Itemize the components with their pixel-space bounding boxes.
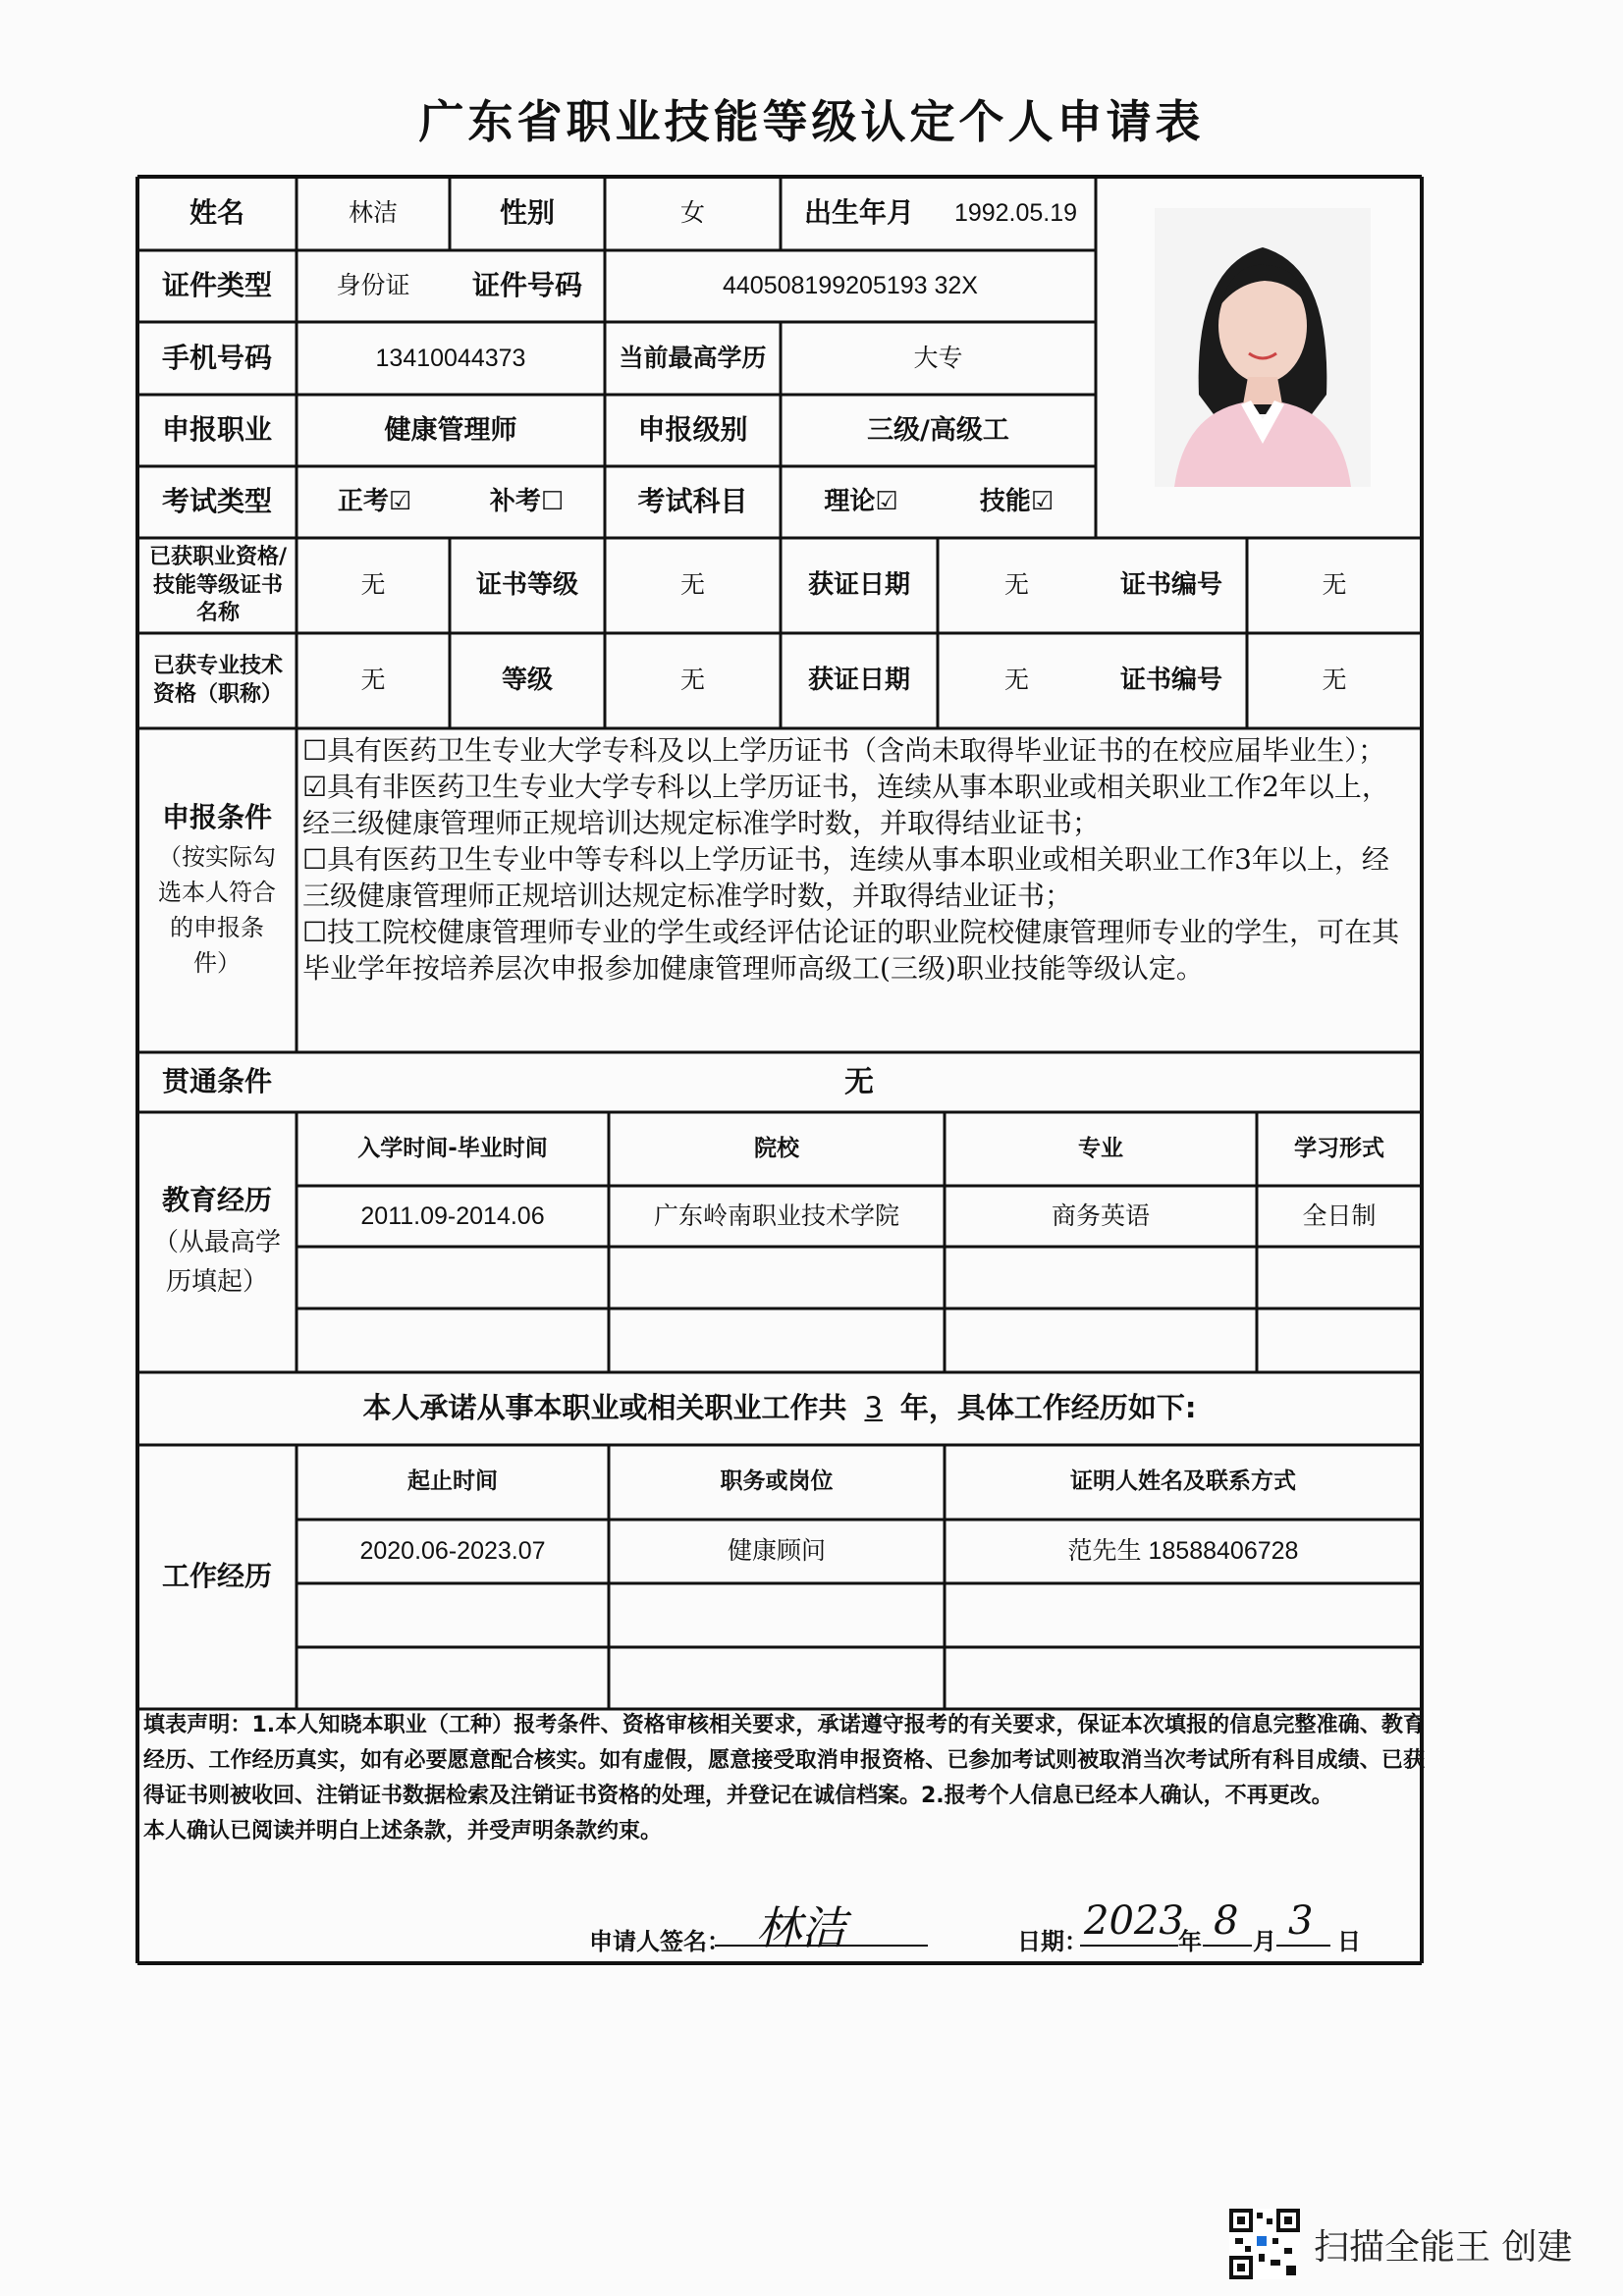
education-label: 当前最高学历 <box>619 343 767 372</box>
cert-no-label-2: 证书编号 <box>1119 665 1222 695</box>
qr-code-icon <box>1229 2209 1300 2279</box>
edu-row1-mode: 全日制 <box>1302 1201 1377 1230</box>
conditions-note: （按实际勾选本人符合的申报条件） <box>158 843 276 978</box>
edu-label-cell <box>139 1114 295 1370</box>
qual-row1-date: 无 <box>1003 570 1029 600</box>
id-type-value: 身份证 <box>336 271 410 300</box>
conditions-label-cell <box>139 730 295 1050</box>
subject-theory-checkbox[interactable]: 理论☑ <box>824 486 898 516</box>
declaration-text: 填表声明：1.本人知晓本职业（工种）报考条件、资格审核相关要求，承诺遵守报考的有关要求，保证本次填报的信息完整准确、教育经历、工作经历真实，如有必要愿意配合核实。如有虚假，愿意接受取消申报资格、已参加考试则被取消当次考试所有科目成绩、已获得证书则被收回、注销证书数据检索及注销证书资格的处理，并登记在诚信档案。2.报考个人信息已经本人确认，不再更改。 <box>143 1713 1425 1808</box>
issue-date-label-1: 获证日期 <box>807 569 910 600</box>
qual-row2-label: 已获专业技术资格（职称） <box>152 654 283 707</box>
qual-row2-name: 无 <box>360 666 386 695</box>
qual-row2-date: 无 <box>1003 666 1029 695</box>
grade-label: 等级 <box>501 665 553 695</box>
through-value: 无 <box>844 1065 874 1099</box>
signature-label: 申请人签名： <box>589 1928 730 1955</box>
subject-skill-checkbox[interactable]: 技能☑ <box>979 486 1055 516</box>
through-label: 贯通条件 <box>161 1065 272 1098</box>
name-label: 姓名 <box>189 196 244 230</box>
conditions-label: 申报条件 <box>161 800 272 833</box>
occupation-value: 健康管理师 <box>384 414 517 446</box>
edu-header-school: 院校 <box>754 1135 799 1161</box>
date-year: 2023 <box>1084 1898 1184 1944</box>
commit-years: 3 <box>864 1391 883 1425</box>
gender-label: 性别 <box>499 196 555 230</box>
qual-row1-level: 无 <box>679 570 705 600</box>
declaration <box>143 1708 1425 1849</box>
form-title: 广东省职业技能等级认定个人申请表 <box>418 95 1205 148</box>
watermark-text: 扫描全能王 创建 <box>1314 2226 1573 2268</box>
work-row1-position: 健康顾问 <box>727 1536 826 1566</box>
issue-date-label-2: 获证日期 <box>807 665 910 695</box>
qual-row1-number: 无 <box>1322 570 1347 600</box>
name-value: 林洁 <box>348 198 398 228</box>
qual-row2-level: 无 <box>679 666 705 695</box>
signature-handwritten: 林洁 <box>756 1901 846 1954</box>
occupation-label: 申报职业 <box>161 413 272 447</box>
edu-row1-school: 广东岭南职业技术学院 <box>653 1201 899 1230</box>
work-header-period: 起止时间 <box>407 1468 498 1495</box>
edu-history-label: 教育经历 <box>161 1184 272 1217</box>
date-month-unit: 月 <box>1253 1928 1276 1955</box>
work-row1-period: 2020.06-2023.07 <box>359 1537 546 1566</box>
education-value: 大专 <box>913 343 963 372</box>
phone-label: 手机号码 <box>161 341 272 374</box>
declaration-confirm: 本人确认已阅读并明白上述条款，并受声明条款约束。 <box>143 1819 663 1843</box>
work-commitment <box>139 1374 1420 1443</box>
edu-header-mode: 学习形式 <box>1294 1135 1384 1161</box>
edu-header-period: 入学时间-毕业时间 <box>357 1135 548 1161</box>
conditions-list <box>302 732 1412 987</box>
condition-item-4[interactable]: ☐技工院校健康管理师专业的学生或经评估论证的职业院校健康管理师专业的学生，可在其毕业学年按培养层次申报参加健康管理师高级工(三级)职业技能等级认定。 <box>302 916 1400 985</box>
condition-item-3[interactable]: ☐具有医药卫生专业中等专科以上学历证书，连续从事本职业或相关职业工作3年以上，经三级健康管理师正规培训达规定标准学时数，并取得结业证书； <box>302 843 1389 912</box>
commit-suffix: 年，具体工作经历如下: <box>899 1391 1197 1425</box>
edu-row1-period: 2011.09-2014.06 <box>360 1201 545 1230</box>
qual-row1-label: 已获职业资格/技能等级证书名称 <box>148 545 288 626</box>
date-day: 3 <box>1288 1898 1314 1944</box>
cert-no-label-1: 证书编号 <box>1119 569 1222 600</box>
qual-row1-name: 无 <box>360 570 386 600</box>
exam-type-label: 考试类型 <box>161 485 272 518</box>
date-year-unit: 年 <box>1178 1928 1202 1955</box>
edu-header-major: 专业 <box>1078 1135 1123 1161</box>
edu-history-note: （从最高学历填起） <box>152 1227 281 1297</box>
exam-subject-label: 考试科目 <box>637 485 748 518</box>
date-month: 8 <box>1214 1898 1239 1944</box>
qual-row2-number: 无 <box>1322 666 1347 695</box>
exam-makeup-checkbox[interactable]: 补考☐ <box>489 486 565 516</box>
work-history-label: 工作经历 <box>161 1560 272 1593</box>
phone-value: 13410044373 <box>375 344 526 372</box>
condition-item-2[interactable]: ☑具有非医药卫生专业大学专科以上学历证书，连续从事本职业或相关职业工作2年以上，经三级健康管理师正规培训达规定标准学时数，并取得结业证书； <box>302 771 1389 839</box>
exam-regular-checkbox[interactable]: 正考☑ <box>337 486 412 516</box>
birth-label: 出生年月 <box>803 196 914 230</box>
work-header-position: 职务或岗位 <box>720 1468 834 1495</box>
id-type-label: 证件类型 <box>161 269 272 302</box>
scanner-watermark <box>1229 2209 1572 2279</box>
gender-value: 女 <box>679 198 705 228</box>
birth-value: 1992.05.19 <box>953 199 1078 228</box>
id-number-label: 证件号码 <box>471 269 582 302</box>
commit-prefix: 本人承诺从事本职业或相关职业工作共 <box>362 1391 847 1425</box>
work-row1-reference: 范先生 18588406728 <box>1067 1537 1299 1566</box>
applicant-photo <box>1155 208 1371 487</box>
date-label: 日期： <box>1017 1928 1088 1955</box>
condition-item-1[interactable]: ☐具有医药卫生专业大学专科及以上学历证书（含尚未取得毕业证书的在校应届毕业生）； <box>302 734 1386 767</box>
work-header-reference: 证明人姓名及联系方式 <box>1070 1468 1296 1495</box>
date-day-unit: 日 <box>1337 1928 1361 1955</box>
cert-level-label: 证书等级 <box>475 569 578 600</box>
level-value: 三级/高级工 <box>867 414 1009 446</box>
level-label: 申报级别 <box>637 413 748 447</box>
id-number-value: 440508199205193 32X <box>723 272 978 300</box>
edu-row1-major: 商务英语 <box>1051 1201 1150 1230</box>
